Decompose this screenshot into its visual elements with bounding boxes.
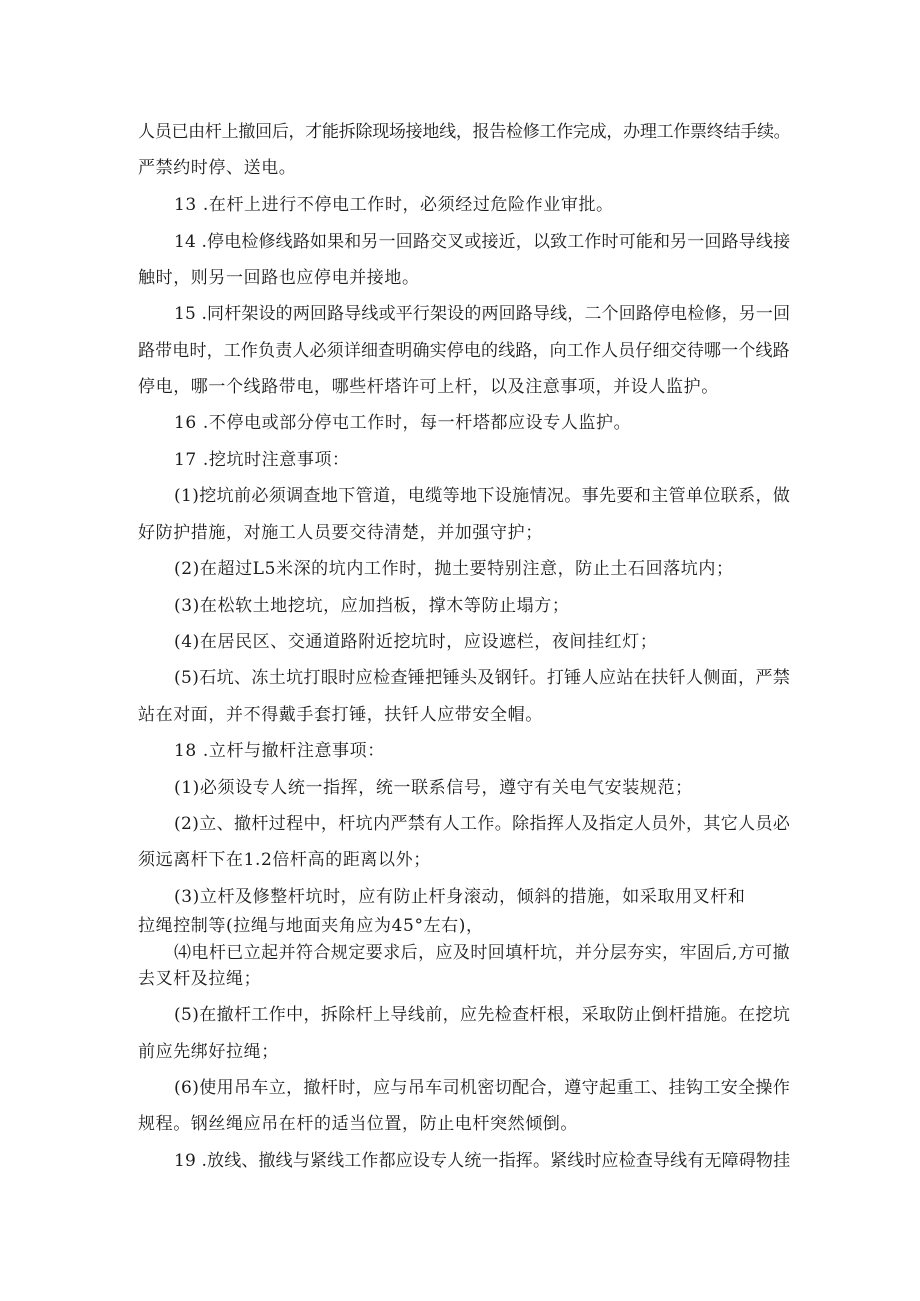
text-line: (5)在撤杆工作中，拆除杆上导线前，应先检查杆根，采取防止倒杆措施。在挖坑: [174, 1005, 791, 1025]
text-line: 好防护措施，对施工人员要交待清楚，并加强守护；: [138, 523, 543, 543]
text-line: 停电，哪一个线路带电，哪些杆塔许可上杆，以及注意事项，并设人监护。: [138, 377, 719, 397]
text-line: (1)挖坑前必须调查地下管道，电缆等地下设施情况。事先要和主管单位联系，做: [174, 486, 791, 506]
text-line: 触时，则另一回路也应停电并接地。: [138, 268, 420, 288]
text-line: 严禁约时停、送电。: [138, 158, 297, 178]
text-line: 人员已由杆上撤回后，才能拆除现场接地线，报告检修工作完成，办理工作票终结手续。: [138, 122, 791, 142]
text-line: 须远离杆下在1.2倍杆高的距离以外；: [138, 850, 431, 870]
text-line: 16 .不停电或部分停屯工作时，每一杆塔都应设专人监护。: [174, 413, 632, 433]
text-line: 路带电时，工作负责人必须详细查明确实停电的线路，向工作人员仔细交待哪一个线路: [138, 341, 790, 361]
text-line: ⑷电杆已立起并符合规定要求后，应及时回填杆坑，并分层夯实，牢固后,方可撤: [174, 943, 791, 963]
text-line: 17 .挖坑时注意事项：: [174, 450, 350, 470]
text-line: 规程。钢丝绳应吊在杆的适当位置，防止电杆突然倾倒。: [138, 1114, 578, 1134]
text-line: 15 .同杆架设的两回路导线或平行架设的两回路导线，二个回路停电检修，另一回: [174, 304, 791, 324]
text-line: (3)在松软土地挖坑，应加挡板，撑木等防止塌方；: [174, 596, 570, 616]
text-line: 14 .停电检修线路如果和另一回路交叉或接近，以致工作时可能和另一回路导线接: [174, 232, 791, 252]
text-line: (6)使用吊车立，撤杆时，应与吊车司机密切配合，遵守起重工、挂钩工安全操作: [174, 1078, 791, 1098]
text-line: 18 .立杆与撤杆注意事项：: [174, 741, 385, 761]
text-line: (3)立杆及修整杆坑时，应有防止杆身滚动，倾斜的措施，如采取用叉杆和: [174, 887, 746, 907]
text-line: 站在对面，并不得戴手套打锤，扶钎人应带安全帽。: [138, 705, 543, 725]
text-line: 拉绳控制等(拉绳与地面夹角应为45°左右)，: [138, 916, 484, 936]
text-line: 19 .放线、撤线与紧线工作都应设专人统一指挥。紧线时应检查导线有无障碍物挂: [174, 1151, 791, 1171]
text-line: 13 .在杆上进行不停电工作时，必须经过危险作业审批。: [174, 195, 614, 215]
text-line: (4)在居民区、交通道路附近挖坑时，应设遮栏，夜间挂红灯；: [174, 632, 658, 652]
text-line: (5)石坑、冻土坑打眼时应检查锤把锤头及钢钎。打锤人应站在扶钎人侧面，严禁: [174, 668, 791, 688]
text-line: 去叉杆及拉绳；: [138, 969, 262, 989]
text-line: (2)立、撤杆过程中，杆坑内严禁有人工作。除指挥人及指定人员外，其它人员必: [174, 814, 791, 834]
text-line: (2)在超过L5米深的坑内工作时，抛土要特别注意，防止土石回落坑内；: [174, 559, 734, 579]
text-line: (1)必须设专人统一指挥，统一联系信号，遵守有关电气安装规范；: [174, 778, 693, 798]
text-line: 前应先绑好拉绳；: [138, 1042, 279, 1062]
